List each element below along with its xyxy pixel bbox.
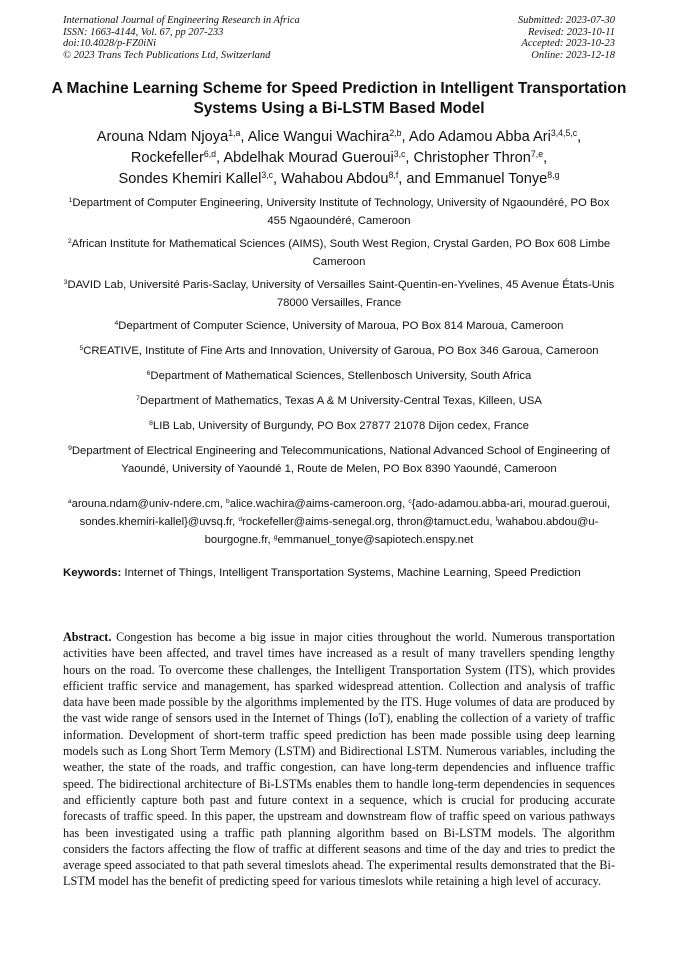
affiliation: $^5$CREATIVE, Institute of Fine Arts and Innovation, University of Garoua, PO Box 346 Garoua, Cameroon xyxy=(79,345,599,357)
author-list: Arouna Ndam Njoya$^{1,a}$, Alice Wangui Wachira$^{2,b}$, Ado Adamou Abba Ari$^{3,4,5,c}$, Rockefeller$^{6,d}$, Abdelhak Mourad Gueroui$^{3,c}$, Christopher Thron$^{7,e}$, Sondes Khemiri Kallel$^{3,c}$, Wahabou Abdou$^{8,f}$, and Emmanuel Tonye$^{8,g}$ xyxy=(96,128,582,187)
email-link[interactable]: {ado-adamou.abba-ari, mourad.gueroui, sondes.khemiri-kallel}@uvsq.fr, xyxy=(79,498,611,528)
date-revised: Revised: 2023-10-11 xyxy=(528,26,615,38)
affiliation: $^6$Department of Mathematical Sciences, Stellenbosch University, South Africa xyxy=(146,370,532,382)
author: Sondes Khemiri Kallel$^{3,c}$ xyxy=(118,170,274,187)
date-online: Online: 2023-12-18 xyxy=(531,49,615,61)
affiliation-list xyxy=(63,195,615,484)
abstract xyxy=(63,629,615,890)
date-submitted: Submitted: 2023-07-30 xyxy=(517,15,615,26)
author: Wahabou Abdou$^{8,f}$ xyxy=(281,170,399,187)
keywords xyxy=(63,565,615,581)
abstract-label: Abstract. xyxy=(63,630,112,644)
email-link[interactable]: emmanuel_tonye@sapiotech.enspy.net xyxy=(277,534,474,546)
abstract-text: Congestion has become a big issue in major cities throughout the world. Numerous transportation activities have been affected, and travel times have increased as a result of many travellers spending lengthy hours on the road. To overcome these challenges, the Intelligent Transportation System (ITS), which provides efficient traffic service and management, has sparked widespread attention. Collection and analysis of traffic data have been made possible by the algorithms implemented by the ITS. Huge volumes of data are produced by the vast wide range of sensors used in the Internet of Things (IoT), enabling the collection of a variety of traffic information. Development of short-term traffic speed prediction has been made possible using deep learning models such as Long Short Term Memory (LSTM) and Bidirectional LSTM. Numerous variables, including the weather, the state of the roads, and traffic congestion, can have long-term dependencies and influence traffic speed. The bidirectional architecture of Bi-LSTMs enables them to handle long-term dependencies in sequences and efficiently capture both past and future context in a sequence, which is crucial for producing accurate forecasts of traffic speed. In this paper, the upstream and downstream flow of traffic speed on various pathways has been investigated using a traffic path planning algorithm based on Bi-LSTM models. The algorithm considers the factors affecting the flow of traffic at different seasons and time of the day and tries to predict the average speed associated to that path several timeslots ahead. The experimental results demonstrated that the Bi-LSTM model has the benefit of predicting speed for various timeslots while retaining a high level of accuracy. xyxy=(63,630,615,889)
journal-copyright: © 2023 Trans Tech Publications Ltd, Switzerland xyxy=(63,49,271,61)
date-accepted: Accepted: 2023-10-23 xyxy=(521,38,615,49)
affiliation: $^1$Department of Computer Engineering, University Institute of Technology, University of Ngaoundéré, PO Box 455 Ngaoundéré, Cameroon xyxy=(68,197,610,227)
affiliation: $^7$Department of Mathematics, Texas A & M University-Central Texas, Killeen, USA xyxy=(136,395,542,407)
paper-title: A Machine Learning Scheme for Speed Prediction in Intelligent Transportation Systems Using a Bi-LSTM Based Model xyxy=(51,80,627,117)
affiliation: $^9$Department of Electrical Engineering and Telecommunications, National Advanced School of Engineering of Yaoundé, University of Yaoundé 1, Route de Melen, PO Box 8390 Yaoundé, Cameroon xyxy=(68,445,610,475)
email-link[interactable]: alice.wachira@aims-cameroon.org, xyxy=(229,498,409,510)
affiliation: $^8$LIB Lab, University of Burgundy, PO Box 27877 21078 Dijon cedex, France xyxy=(149,420,529,432)
journal-header-right xyxy=(518,15,615,61)
author: Emmanuel Tonye$^{8,g}$ xyxy=(434,170,560,187)
affiliation: $^3$DAVID Lab, Université Paris-Saclay, University of Versailles Saint-Quentin-en-Yvelines, 45 Avenue États-Unis 78000 Versailles, France xyxy=(63,279,615,309)
author: Christopher Thron$^{7,e}$ xyxy=(413,149,544,166)
affiliation: $^2$African Institute for Mathematical Sciences (AIMS), South West Region, Crystal Garden, PO Box 608 Limbe Cameroon xyxy=(67,238,611,268)
email-link[interactable]: arouna.ndam@univ-ndere.cm, xyxy=(71,498,226,510)
journal-header-left xyxy=(63,15,300,61)
journal-doi: doi:10.4028/p-FZ0iNi xyxy=(63,38,157,49)
author: Ado Adamou Abba Ari$^{3,4,5,c}$ xyxy=(408,128,578,145)
author: Abdelhak Mourad Gueroui$^{3,c}$ xyxy=(223,149,406,166)
email-list: $^a$arouna.ndam@univ-ndere.cm, $^b$alice.wachira@aims-cameroon.org, $^c${ado-adamou.abba-ari, mourad.gueroui, sondes.khemiri-kallel}@uvsq.fr, $^d$rockefeller@aims-senegal.org, thron@tamuct.edu, $^f$wahabou.abdou@u-bourgogne.fr, $^g$emmanuel_tonye@sapiotech.enspy.net xyxy=(67,498,611,546)
email-link[interactable]: wahabou.abdou@u-bourgogne.fr, xyxy=(204,516,599,546)
keywords-label: Keywords: xyxy=(63,567,122,579)
author: Rockefeller$^{6,d}$ xyxy=(130,149,217,166)
email-link[interactable]: rockefeller@aims-senegal.org, thron@tamuct.edu, xyxy=(242,516,496,528)
author: Alice Wangui Wachira$^{2,b}$ xyxy=(247,128,402,145)
keywords-text: Internet of Things, Intelligent Transportation Systems, Machine Learning, Speed Prediction xyxy=(121,567,581,579)
affiliation: $^4$Department of Computer Science, University of Maroua, PO Box 814 Maroua, Cameroon xyxy=(114,320,564,332)
journal-name: International Journal of Engineering Research in Africa xyxy=(63,15,300,26)
author: Arouna Ndam Njoya$^{1,a}$ xyxy=(96,128,241,145)
journal-issn: ISSN: 1663-4144, Vol. 67, pp 207-233 xyxy=(63,26,224,38)
